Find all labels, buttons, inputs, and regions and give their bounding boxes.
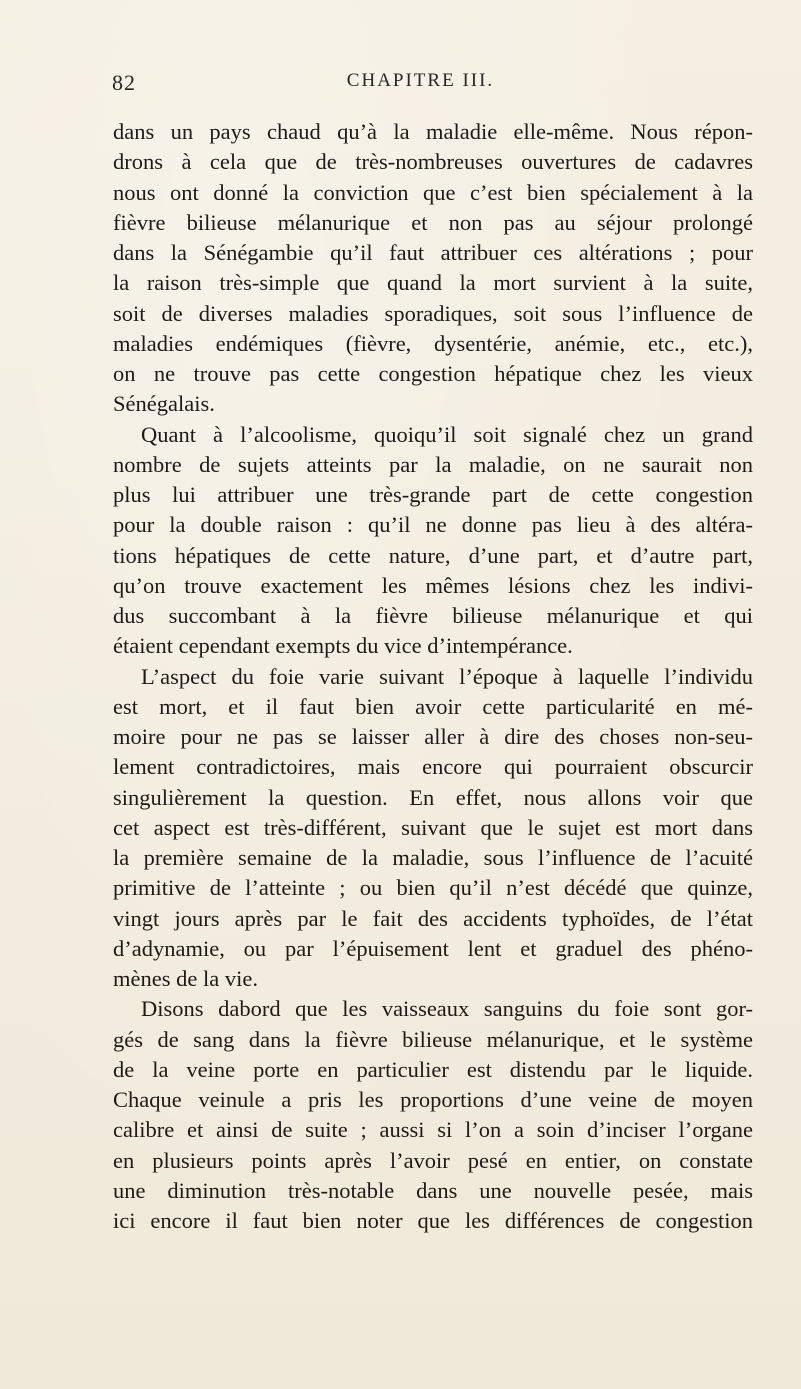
text-line: dus succombant à la fièvre bilieuse mélanurique et qui <box>113 603 753 628</box>
text-line: on ne trouve pas cette congestion hépatique chez les vieux <box>113 361 753 386</box>
text-line: plus lui attribuer une très-grande part de cette congestion <box>113 482 753 507</box>
paragraph-start: Disons dabord que les vaisseaux sanguins du foie sont gor- <box>141 996 753 1022</box>
text-line: vingt jours après par le fait des accidents typhoïdes, de l’état <box>113 905 753 931</box>
text-line: mènes de la vie. <box>113 966 258 991</box>
text-line: d’adynamie, ou par l’épuisement lent et graduel des phéno- <box>113 935 753 961</box>
text-line: ici encore il faut bien noter que les différences de congestion <box>113 1208 753 1233</box>
text-line: une diminution très-notable dans une nouvelle pesée, mais <box>113 1177 753 1203</box>
running-head: CHAPITRE III. <box>346 70 495 91</box>
text-line: tions hépatiques de cette nature, d’une part, et d’autre part, <box>113 542 753 568</box>
text-line: primitive de l’atteinte ; ou bien qu’il n’est décédé que quinze, <box>113 875 753 901</box>
text-line: la première semaine de la maladie, sous l’influence de l’acuité <box>113 845 753 870</box>
text-line: cet aspect est très-différent, suivant que le sujet est mort dans <box>113 814 753 840</box>
paragraph-start: L’aspect du foie varie suivant l’époque à laquelle l’individu <box>141 663 753 689</box>
text-line: fièvre bilieuse mélanurique et non pas au séjour prolongé <box>113 209 753 235</box>
text-line: drons à cela que de très-nombreuses ouvertures de cadavres <box>113 149 753 175</box>
text-line: la raison très-simple que quand la mort survient à la suite, <box>113 270 753 296</box>
text-line: soit de diverses maladies sporadiques, soit sous l’influence de <box>113 300 753 326</box>
page-number: 82 <box>112 70 136 95</box>
text-line: gés de sang dans la fièvre bilieuse mélanurique, et le système <box>113 1026 753 1052</box>
text-line: Chaque veinule a pris les proportions d’une veine de moyen <box>113 1087 753 1112</box>
text-line: lement contradictoires, mais encore qui pourraient obscurcir <box>113 754 753 780</box>
text-line: dans un pays chaud qu’à la maladie elle-même. Nous répon- <box>113 119 753 144</box>
text-line: nombre de sujets atteints par la maladie, on ne saurait non <box>113 451 753 477</box>
text-line: singulièrement la question. En effet, nous allons voir que <box>113 784 753 810</box>
text-line: de la veine porte en particulier est distendu par le liquide. <box>113 1056 753 1082</box>
text-line: qu’on trouve exactement les mêmes lésions chez les indivi- <box>113 572 753 598</box>
body-text <box>113 117 753 1236</box>
paragraph-start: Quant à l’alcoolisme, quoiqu’il soit signalé chez un grand <box>141 421 753 447</box>
text-line: moire pour ne pas se laisser aller à dire des choses non-seu- <box>113 724 753 749</box>
page-header <box>0 70 801 100</box>
text-line: pour la double raison : qu’il ne donne pas lieu à des altéra- <box>113 512 753 538</box>
text-line: nous ont donné la conviction que c’est bien spécialement à la <box>113 179 753 205</box>
text-line: en plusieurs points après l’avoir pesé en entier, on constate <box>113 1147 753 1173</box>
text-line: Sénégalais. <box>113 391 215 417</box>
text-line: est mort, et il faut bien avoir cette particularité en mé- <box>113 693 753 719</box>
text-line: calibre et ainsi de suite ; aussi si l’on a soin d’inciser l’organe <box>113 1117 753 1143</box>
text-line: maladies endémiques (fièvre, dysentérie, anémie, etc., etc.), <box>113 330 753 356</box>
text-line: étaient cependant exempts du vice d’intempérance. <box>113 633 573 659</box>
text-line: dans la Sénégambie qu’il faut attribuer ces altérations ; pour <box>113 240 753 265</box>
